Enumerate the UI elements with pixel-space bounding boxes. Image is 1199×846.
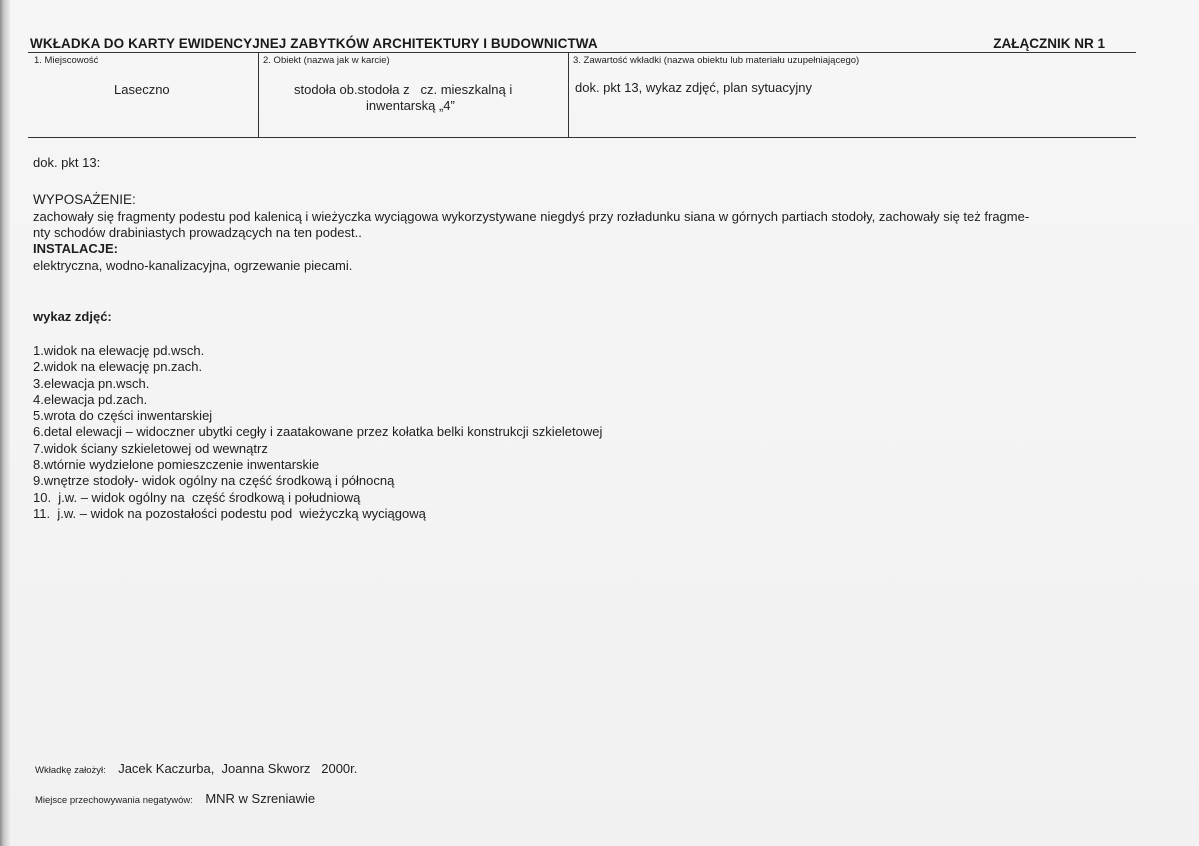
equipment-line-2: nty schodów drabiniastych prowadzących na ten podest.. bbox=[33, 225, 362, 240]
installations-text: elektryczna, wodno-kanalizacyjna, ogrzewanie piecami. bbox=[33, 258, 353, 273]
object-value-line1: stodoła ob.stodoła z cz. mieszkalną i bbox=[294, 82, 513, 97]
photos-heading: wykaz zdjęć: bbox=[33, 309, 112, 324]
list-item: 3.elewacja pn.wsch. bbox=[33, 375, 150, 391]
photo-list bbox=[33, 343, 602, 522]
pkt-heading: dok. pkt 13: bbox=[33, 155, 101, 170]
storage-value: MNR w Szreniawie bbox=[205, 791, 316, 806]
list-item: 2.widok na elewację pn.zach. bbox=[33, 359, 203, 375]
contents-label: 3. Zawartość wkładki (nazwa obiektu lub materiału uzupełniającego) bbox=[573, 55, 860, 66]
table-divider-2 bbox=[568, 52, 569, 138]
list-item: 1.widok na elewację pd.wsch. bbox=[33, 343, 205, 358]
object-value-line2: inwentarską „4” bbox=[366, 98, 455, 113]
list-item: 11. j.w. – widok na pozostałości podestu pod wieżyczką wyciągową bbox=[33, 505, 426, 521]
object-label: 2. Obiekt (nazwa jak w karcie) bbox=[263, 55, 390, 66]
installations-heading: INSTALACJE: bbox=[33, 241, 118, 256]
created-by-value: Jacek Kaczurba, Joanna Skworz 2000r. bbox=[118, 761, 358, 776]
equipment-heading: WYPOSAŻENIE: bbox=[33, 192, 136, 207]
created-by-row bbox=[35, 760, 357, 778]
table-bottom-rule bbox=[28, 137, 1136, 138]
list-item: 6.detal elewacji – widoczner ubytki cegły i zaatakowane przez kołatka belki konstrukcji szkieletowej bbox=[33, 424, 603, 440]
equipment-line-1: zachowały się fragmenty podestu pod kalenicą i wieżyczka wyciągowa wykorzystywane niegdyś przy rozładunku siana w górnych partiach stodoły, zachowały się też fragme- bbox=[33, 209, 1030, 224]
locality-value: Laseczno bbox=[114, 82, 170, 97]
locality-label: 1. Miejscowość bbox=[34, 55, 99, 66]
list-item: 10. j.w. – widok ogólny na część środkową i południową bbox=[33, 489, 361, 505]
list-item: 9.wnętrze stodoły- widok ogólny na część środkową i północną bbox=[33, 473, 395, 489]
storage-label: Miejsce przechowywania negatywów: bbox=[35, 795, 193, 806]
table-divider-1 bbox=[258, 52, 259, 138]
contents-value: dok. pkt 13, wykaz zdjęć, plan sytuacyjny bbox=[575, 80, 813, 95]
annex-number: ZAŁĄCZNIK NR 1 bbox=[993, 36, 1105, 51]
scan-edge bbox=[0, 0, 10, 846]
document-title: WKŁADKA DO KARTY EWIDENCYJNEJ ZABYTKÓW ARCHITEKTURY I BUDOWNICTWA bbox=[30, 36, 598, 51]
header-rule bbox=[28, 52, 1136, 53]
created-by-label: Wkładkę założył: bbox=[35, 765, 106, 776]
storage-row bbox=[35, 790, 315, 808]
list-item: 4.elewacja pd.zach. bbox=[33, 391, 148, 407]
list-item: 8.wtórnie wydzielone pomieszczenie inwentarskie bbox=[33, 457, 320, 473]
list-item: 7.widok ściany szkieletowej od wewnątrz bbox=[33, 440, 268, 456]
list-item: 5.wrota do części inwentarskiej bbox=[33, 408, 213, 424]
